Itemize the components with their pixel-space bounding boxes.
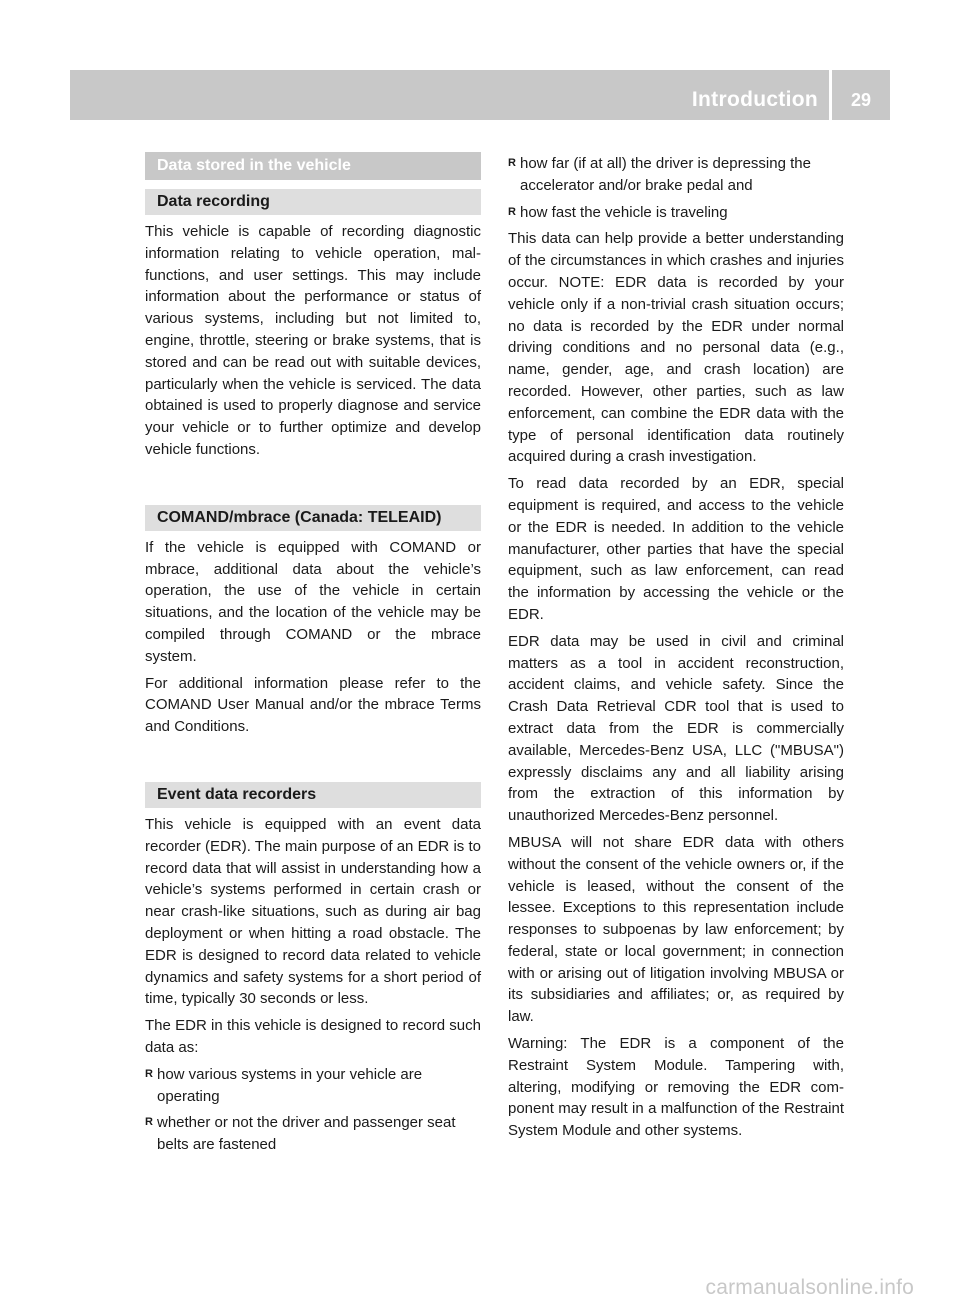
- section-title: Data stored in the vehicle: [145, 152, 481, 180]
- right-column: [508, 153, 844, 1147]
- paragraph: This vehicle is equipped with an event data recorder (EDR). The main purpose of an EDR is to record data that will assist in understanding how a vehicle’s systems performed in certain crash or near crash-like situations, such as during air bag deployment or when hitting a road obstacle. The EDR is designed to record data related to vehicle dynamics and safety systems for a short period of time, typically 30 seconds or less.: [145, 815, 481, 1008]
- list-item: R how far (if at all) the driver is depressing the accelerator and/or brake pedal and: [508, 153, 844, 197]
- paragraph: MBUSA will not share EDR data with others without the consent of the vehicle owners or, if the vehicle is leased, without the consent of the lessee. Exceptions to this representation include responses to subpoenas by law enforcement; by federal, state or local government; in connection with or arising out of litigation involving MBUSA or its subsidiaries and affiliates; or, as required by law.: [508, 833, 844, 1026]
- paragraph: This data can help provide a better understanding of the circumstances in which crashes and injuries occur. NOTE: EDR data is recorded by your vehicle only if a non-trivial crash situation occurs; no data is recorded by the EDR under normal driving conditions and no personal data (e.g., name, gender, age, and crash location) are recorded. However, other parties, such as law enforcement, can combine the EDR data with the type of personal identification data routinely acquired during a crash investigation.: [508, 230, 844, 466]
- paragraph: For additional information please refer to the COMAND User Manual and/or the mbrace Terms and Conditions.: [145, 674, 481, 736]
- paragraph: EDR data may be used in civil and criminal matters as a tool in accident reconstruction, accident claims, and vehicle safety. Since the Crash Data Retrieval CDR tool that is used to extract data from the EDR is commercially available, Mercedes-Benz USA, LLC ("MBUSA") expressly disclaims any and all liability arising from the extraction of this information by unauthorized Mercedes-Benz personnel.: [508, 632, 844, 825]
- bullet-list: [145, 1064, 481, 1156]
- page-number: 29: [850, 90, 872, 110]
- paragraph: If the vehicle is equipped with COMAND or mbrace, additional data about the vehicle’s operation, the use of the vehicle in certain situations, and the location of the vehicle may be compiled through COMAND or the mbrace system.: [145, 538, 481, 665]
- list-item: R whether or not the driver and passenger seat belts are fastened: [145, 1112, 481, 1156]
- paragraph: This vehicle is capable of recording diagnostic information relating to vehicle operation, malfunctions, and user settings. This may include information about the performance or status of various systems, including but not limited to, engine, throttle, steering or brake systems, that is stored and can be read out with suitable devices, particularly when the vehicle is serviced. The data obtained is used to properly diagnose and service your vehicle or to further optimize and develop vehicle functions.: [145, 223, 481, 458]
- left-column: [145, 152, 481, 1161]
- list-item: R how fast the vehicle is traveling: [508, 202, 844, 224]
- chapter-title: Introduction: [691, 88, 818, 111]
- paragraph: Warning: The EDR is a component of the Restraint System Module. Tampering with, altering, modifying or removing the EDR component may result in a malfunction of the Restraint System Module and other systems.: [508, 1035, 844, 1140]
- paragraph: The EDR in this vehicle is designed to record such data as:: [145, 1017, 481, 1056]
- list-item: R how various systems in your vehicle are operating: [145, 1064, 481, 1108]
- heading-comand-mbrace: COMAND/mbrace (Canada: TELEAID): [145, 505, 481, 531]
- bullet-list: [508, 153, 844, 223]
- heading-event-data-recorders: Event data recorders: [145, 782, 481, 808]
- paragraph: To read data recorded by an EDR, special equipment is required, and access to the vehicle or the EDR is needed. In addition to the vehicle manufacturer, other parties that have the special equipment, such as law enforcement, can read the information by accessing the vehicle or the EDR.: [508, 475, 844, 623]
- heading-data-recording: Data recording: [145, 189, 481, 215]
- watermark: carmanualsonline.info: [705, 1276, 914, 1299]
- page-header: [70, 70, 890, 120]
